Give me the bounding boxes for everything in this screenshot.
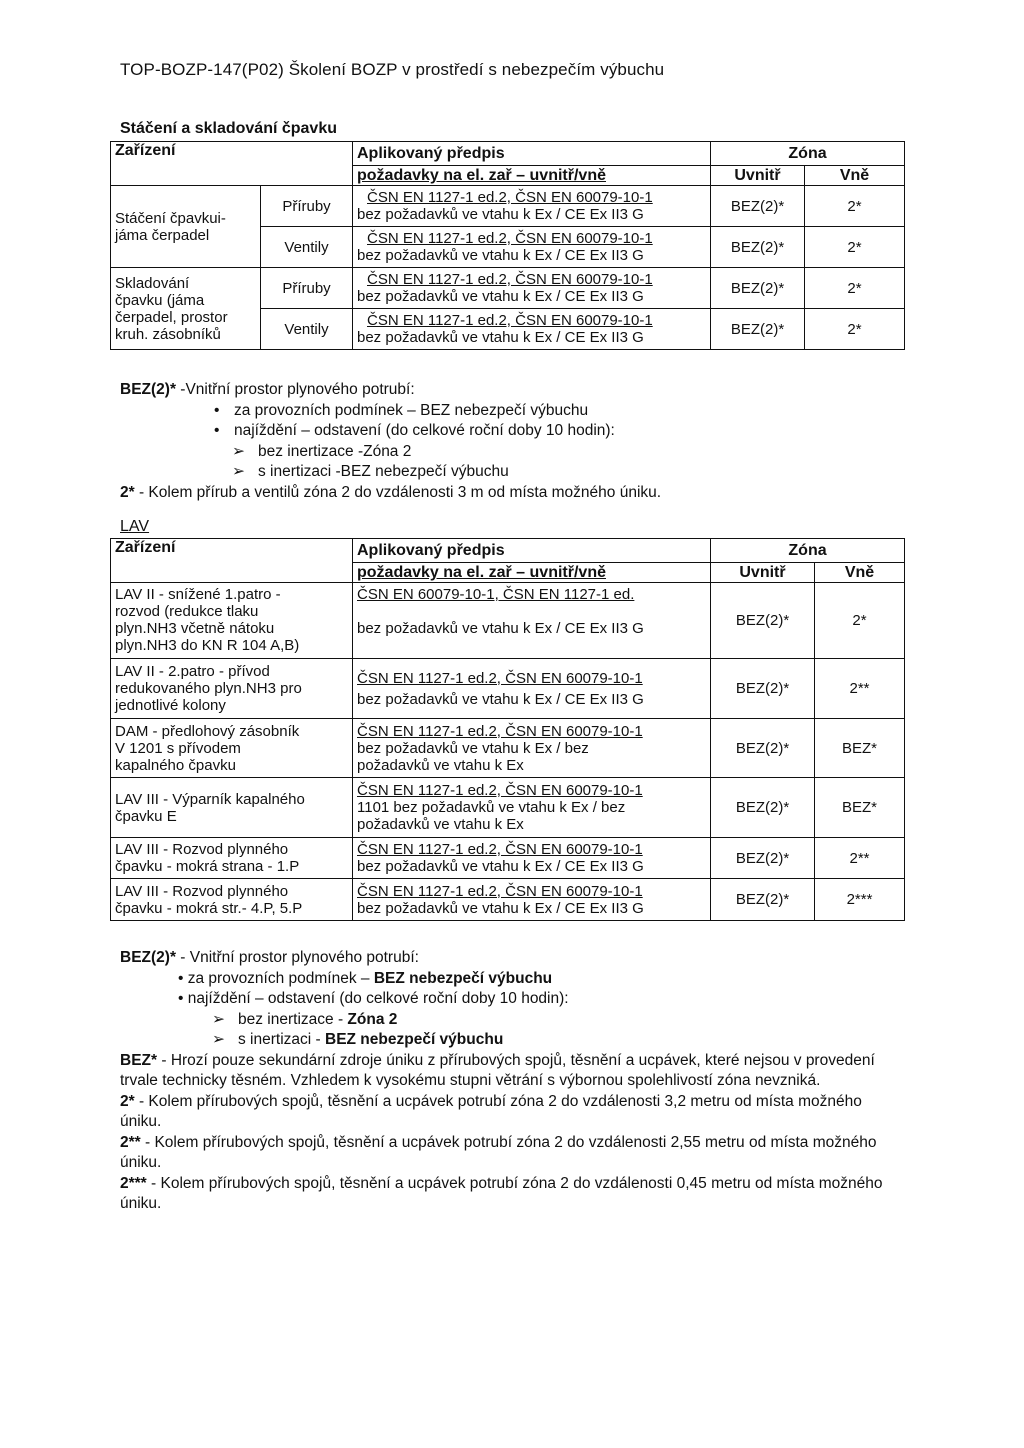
arrow-text: s inertizaci - xyxy=(238,1031,325,1048)
equipment-cell: LAV II - snížené 1.patro - rozvod (redukce tlaku plyn.NH3 včetně nátoku plyn.NH3 do KN R 104 A,B) xyxy=(111,583,353,659)
regulation-cell xyxy=(353,227,711,268)
header-zone: Zóna xyxy=(711,142,905,166)
header-zone: Zóna xyxy=(711,539,905,563)
equipment-part: Příruby xyxy=(261,186,353,227)
table-row xyxy=(111,879,905,921)
equipment-cell: DAM - předlohový zásobník V 1201 s přívodem kapalného čpavku xyxy=(111,719,353,778)
note-text: - Kolem přírubových spojů, těsnění a ucpávek potrubí zóna 2 do vzdálenosti 0,45 metru od místa možného úniku. xyxy=(120,1174,883,1212)
header-outside: Vně xyxy=(805,166,905,186)
regulation-norm: ČSN EN 1127-1 ed.2, ČSN EN 60079-10-1 xyxy=(357,782,643,799)
bullet-icon: • xyxy=(214,401,220,419)
zone-outside: 2** xyxy=(815,659,905,719)
note-paragraph xyxy=(120,1092,900,1133)
notes-section2 xyxy=(120,948,900,1215)
note-text: - Kolem přírubových spojů, těsnění a ucpávek potrubí zóna 2 do vzdálenosti 3,2 metru od místa možného úniku. xyxy=(120,1092,862,1130)
regulation-norm: ČSN EN 60079-10-1, ČSN EN 1127-1 ed. xyxy=(357,586,635,603)
regulation-cell xyxy=(353,268,711,309)
regulation-norm: ČSN EN 1127-1 ed.2, ČSN EN 60079-10-1 xyxy=(367,189,653,206)
note-text: -Vnitřní prostor plynového potrubí: xyxy=(175,381,415,398)
arrow-icon: ➢ xyxy=(212,1010,225,1028)
zone-inside: BEZ(2)* xyxy=(711,659,815,719)
regulation-cell xyxy=(353,583,711,659)
note-key: 2* xyxy=(120,483,135,501)
bullet-item xyxy=(120,421,661,442)
note-text: - Kolem přírub a ventilů zóna 2 do vzdálenosti 3 m od místa možného úniku. xyxy=(134,483,662,501)
bullet-item xyxy=(120,969,900,990)
zone-outside: 2* xyxy=(815,583,905,659)
regulation-requirement: bez požadavků ve vtahu k Ex / CE Ex II3 G xyxy=(357,620,644,637)
table-row xyxy=(111,659,905,719)
regulation-requirement: bez požadavků ve vtahu k Ex / CE Ex II3 G xyxy=(357,899,644,917)
regulation-cell xyxy=(353,778,711,838)
bullet-icon: • xyxy=(214,422,220,439)
table-lav xyxy=(110,538,905,921)
zone-inside: BEZ(2)* xyxy=(711,879,815,921)
equipment-cell: LAV II - 2.patro - přívod redukovaného plyn.NH3 pro jednotlivé kolony xyxy=(111,659,353,719)
regulation-cell xyxy=(353,838,711,879)
zone-inside: BEZ(2)* xyxy=(711,309,805,350)
header-regulation: Aplikovaný předpis xyxy=(353,142,711,166)
arrow-icon: ➢ xyxy=(212,1031,225,1048)
note-line xyxy=(120,483,661,504)
section-title-lav: LAV xyxy=(120,518,150,535)
header-requirements: požadavky na el. zař – uvnitř/vně xyxy=(353,563,711,583)
note-key: 2** xyxy=(120,1133,141,1151)
regulation-norm: ČSN EN 1127-1 ed.2, ČSN EN 60079-10-1 xyxy=(367,230,653,247)
bullet-icon: • xyxy=(178,990,188,1007)
arrow-text-bold: BEZ nebezpečí výbuchu xyxy=(325,1031,504,1048)
note-text: - Vnitřní prostor plynového potrubí: xyxy=(175,949,419,966)
regulation-norm: ČSN EN 1127-1 ed.2, ČSN EN 60079-10-1 xyxy=(357,669,643,687)
arrow-text: bez inertizace -Zóna 2 xyxy=(258,442,412,460)
table-row xyxy=(111,268,905,309)
header-requirements: požadavky na el. zař – uvnitř/vně xyxy=(353,166,711,186)
zone-inside: BEZ(2)* xyxy=(711,186,805,227)
regulation-requirement: bez požadavků ve vtahu k Ex / bez požadavků ve vtahu k Ex xyxy=(357,739,589,774)
header-inside: Uvnitř xyxy=(711,563,815,583)
bullet-text: najíždění – odstavení (do celkové roční doby 10 hodin): xyxy=(234,422,615,439)
zone-outside: BEZ* xyxy=(815,719,905,778)
arrow-item xyxy=(120,1010,900,1031)
zone-inside: BEZ(2)* xyxy=(711,268,805,309)
table-row xyxy=(111,719,905,778)
header-equipment: Zařízení xyxy=(111,539,353,583)
bullet-item xyxy=(120,401,661,422)
header-equipment: Zařízení xyxy=(111,142,353,186)
regulation-requirement: bez požadavků ve vtahu k Ex / CE Ex II3 G xyxy=(357,329,644,346)
equipment-part: Příruby xyxy=(261,268,353,309)
regulation-cell xyxy=(353,879,711,921)
bullet-text: za provozních podmínek – xyxy=(187,969,374,987)
bullet-text-bold: BEZ nebezpečí výbuchu xyxy=(373,969,553,987)
table-row xyxy=(111,778,905,838)
zone-outside: 2** xyxy=(815,838,905,879)
document-header: TOP-BOZP-147(P02) Školení BOZP v prostředí s nebezpečím výbuchu xyxy=(120,60,665,79)
regulation-cell xyxy=(353,309,711,350)
note-key: BEZ* xyxy=(120,1051,158,1069)
note-text: - Hrozí pouze sekundární zdroje úniku z přírubových spojů, těsnění a ucpávek, které nejsou v provedení trvale technicky těsném. Vzhledem k vysokému stupni větrání s výbornou spolehlivostí zóna nevzniká. xyxy=(120,1051,875,1089)
regulation-requirement: bez požadavků ve vtahu k Ex / CE Ex II3 G xyxy=(357,858,644,875)
regulation-norm: ČSN EN 1127-1 ed.2, ČSN EN 60079-10-1 xyxy=(367,271,653,288)
arrow-text: s inertizaci -BEZ nebezpečí výbuchu xyxy=(258,463,509,480)
note-key: 2* xyxy=(120,1092,135,1110)
note-line xyxy=(120,948,900,969)
arrow-icon: ➢ xyxy=(232,463,245,480)
equipment-cell: LAV III - Rozvod plynného čpavku - mokrá str.- 4.P, 5.P xyxy=(111,879,353,921)
zone-outside: 2* xyxy=(805,227,905,268)
note-line xyxy=(120,380,661,401)
bullet-icon: • xyxy=(178,969,188,987)
arrow-text: bez inertizace - xyxy=(238,1010,348,1028)
arrow-icon: ➢ xyxy=(232,442,245,460)
regulation-norm: ČSN EN 1127-1 ed.2, ČSN EN 60079-10-1 xyxy=(357,722,643,740)
regulation-norm: ČSN EN 1127-1 ed.2, ČSN EN 60079-10-1 xyxy=(357,882,643,900)
note-paragraph xyxy=(120,1133,900,1174)
regulation-requirement: bez požadavků ve vtahu k Ex / CE Ex II3 G xyxy=(357,206,644,223)
arrow-text-bold: Zóna 2 xyxy=(347,1010,398,1028)
bullet-text: za provozních podmínek – BEZ nebezpečí výbuchu xyxy=(234,401,589,419)
arrow-item xyxy=(120,462,661,483)
equipment-cell: LAV III - Výparník kapalného čpavku E xyxy=(111,778,353,838)
header-regulation: Aplikovaný předpis xyxy=(353,539,711,563)
zone-outside: BEZ* xyxy=(815,778,905,838)
table-row xyxy=(111,838,905,879)
regulation-requirement: bez požadavků ve vtahu k Ex / CE Ex II3 G xyxy=(357,288,644,305)
bullet-text: najíždění – odstavení (do celkové roční doby 10 hodin): xyxy=(187,990,569,1007)
equipment-cell: LAV III - Rozvod plynného čpavku - mokrá strana - 1.P xyxy=(111,838,353,879)
equipment-group: Stáčení čpavkui- jáma čerpadel xyxy=(111,186,261,268)
regulation-requirement: bez požadavků ve vtahu k Ex / CE Ex II3 G xyxy=(357,247,644,264)
zone-outside: 2* xyxy=(805,268,905,309)
zone-inside: BEZ(2)* xyxy=(711,778,815,838)
table-row xyxy=(111,583,905,659)
regulation-cell xyxy=(353,186,711,227)
regulation-requirement: bez požadavků ve vtahu k Ex / CE Ex II3 G xyxy=(357,690,644,708)
note-paragraph xyxy=(120,1174,900,1215)
notes-section1 xyxy=(120,380,661,503)
zone-outside: 2* xyxy=(805,309,905,350)
equipment-group: Skladování čpavku (jáma čerpadel, prostor kruh. zásobníků xyxy=(111,268,261,350)
equipment-part: Ventily xyxy=(261,309,353,350)
regulation-cell xyxy=(353,659,711,719)
zone-inside: BEZ(2)* xyxy=(711,583,815,659)
note-key: 2*** xyxy=(120,1174,147,1192)
table-header-row xyxy=(111,539,905,563)
note-key: BEZ(2)* xyxy=(120,381,176,398)
table-row xyxy=(111,186,905,227)
regulation-norm: ČSN EN 1127-1 ed.2, ČSN EN 60079-10-1 xyxy=(367,312,653,329)
header-outside: Vně xyxy=(815,563,905,583)
zone-inside: BEZ(2)* xyxy=(711,719,815,778)
zone-outside: 2*** xyxy=(815,879,905,921)
regulation-requirement: 1101 bez požadavků ve vtahu k Ex / bez požadavků ve vtahu k Ex xyxy=(357,799,626,833)
table-staceni-skladovani xyxy=(110,141,905,350)
table-header-row xyxy=(111,142,905,166)
arrow-item xyxy=(120,442,661,463)
bullet-item xyxy=(120,989,900,1010)
arrow-item xyxy=(120,1030,900,1051)
note-key: BEZ(2)* xyxy=(120,949,176,966)
note-text: - Kolem přírubových spojů, těsnění a ucpávek potrubí zóna 2 do vzdálenosti 2,55 metru od místa možného úniku. xyxy=(120,1133,877,1171)
zone-inside: BEZ(2)* xyxy=(711,227,805,268)
zone-outside: 2* xyxy=(805,186,905,227)
section-title-staceni: Stáčení a skladování čpavku xyxy=(120,120,337,137)
equipment-part: Ventily xyxy=(261,227,353,268)
header-inside: Uvnitř xyxy=(711,166,805,186)
zone-inside: BEZ(2)* xyxy=(711,838,815,879)
regulation-cell xyxy=(353,719,711,778)
note-paragraph xyxy=(120,1051,900,1092)
regulation-norm: ČSN EN 1127-1 ed.2, ČSN EN 60079-10-1 xyxy=(357,841,643,858)
